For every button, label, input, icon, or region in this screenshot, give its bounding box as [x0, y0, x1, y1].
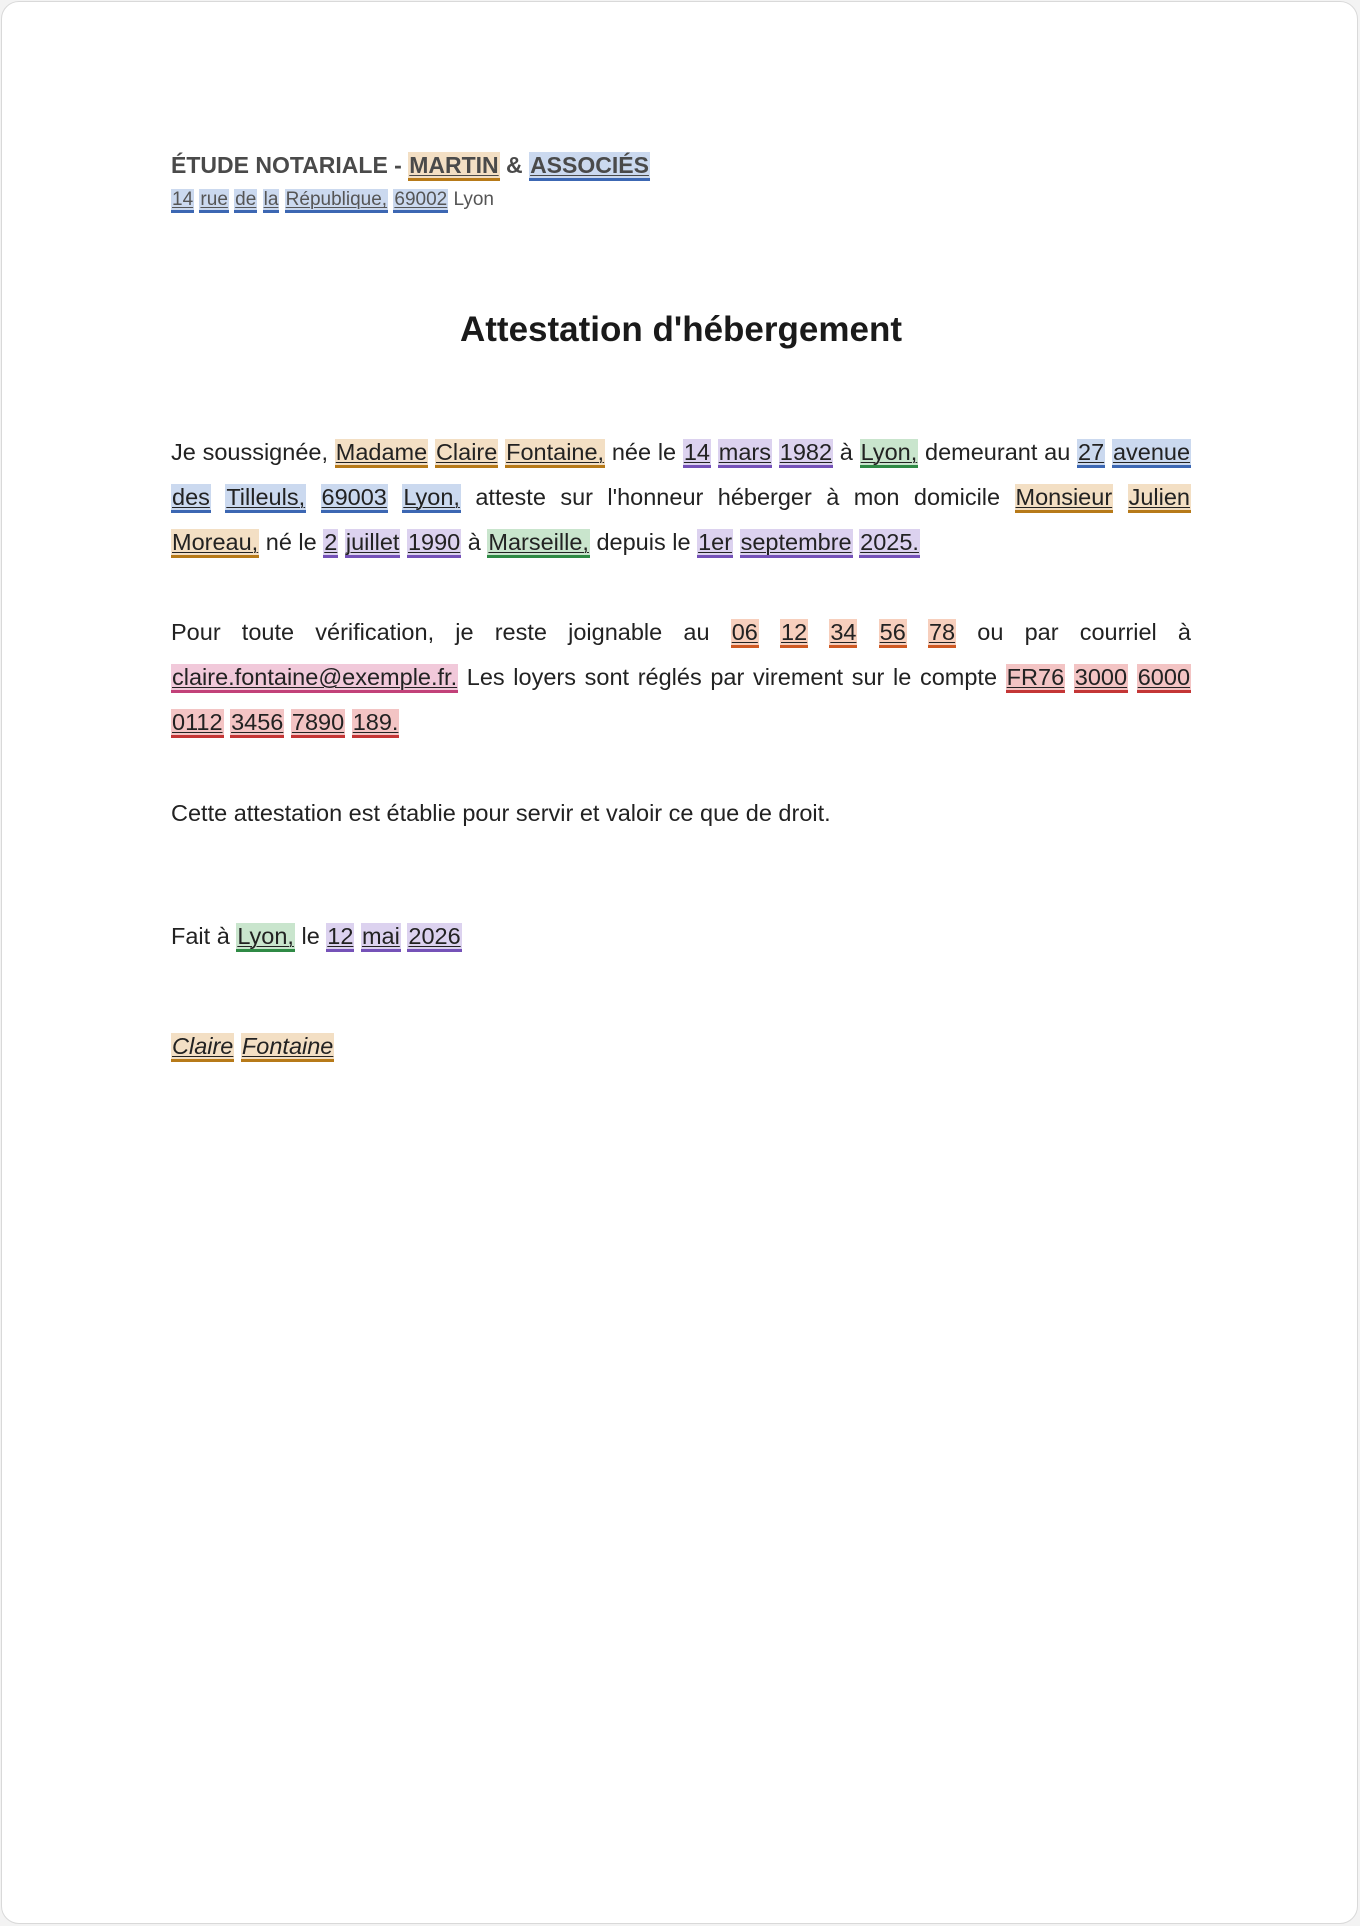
- paragraph-closing: Cette attestation est établie pour servir et valoir ce que de droit.: [171, 800, 831, 826]
- highlight-location: Lyon,: [860, 439, 919, 468]
- text-run: Je soussignée,: [171, 439, 335, 465]
- highlight-iban: 3000: [1074, 664, 1128, 693]
- text-run: à: [461, 529, 488, 555]
- highlight-person: Fontaine: [241, 1033, 334, 1062]
- highlight-phone: 78: [928, 619, 956, 648]
- highlight-date: 1er: [697, 529, 733, 558]
- signature: [171, 1024, 334, 1069]
- highlight-date: 2025.: [859, 529, 920, 558]
- org-prefix: ÉTUDE NOTARIALE -: [171, 152, 409, 178]
- highlight-address: 14: [171, 189, 194, 213]
- text-run: depuis le: [589, 529, 698, 555]
- highlight-person: Claire: [171, 1033, 234, 1062]
- highlight-address: la: [263, 189, 280, 213]
- org-ampersand: &: [499, 152, 530, 178]
- highlight-date: juillet: [345, 529, 401, 558]
- paragraph-contact: [171, 610, 1191, 745]
- highlight-person: Monsieur: [1015, 484, 1114, 513]
- highlight-location: Marseille,: [487, 529, 590, 558]
- highlight-date: 1982: [779, 439, 833, 468]
- highlight-date: 1990: [407, 529, 461, 558]
- org-name: [171, 150, 650, 180]
- highlight-address: des: [171, 484, 211, 513]
- text-run: née le: [605, 439, 683, 465]
- highlight-phone: 12: [780, 619, 808, 648]
- text-run: à: [833, 439, 860, 465]
- highlight-date: 12: [326, 923, 354, 952]
- document-title: Attestation d'hébergement: [460, 310, 902, 349]
- highlight-phone: 06: [731, 619, 759, 648]
- highlight-date: septembre: [740, 529, 853, 558]
- highlight-address: Lyon,: [402, 484, 461, 513]
- highlight-person: Claire: [435, 439, 498, 468]
- highlight-location: Lyon,: [236, 923, 295, 952]
- highlight-person: Fontaine,: [505, 439, 605, 468]
- highlight-address: 27: [1077, 439, 1105, 468]
- highlight-iban: 0112: [171, 709, 224, 738]
- highlight-address: 69003: [321, 484, 388, 513]
- highlight-person: MARTIN: [408, 152, 499, 181]
- highlight-iban: FR76: [1006, 664, 1065, 693]
- highlight-iban: 7890: [291, 709, 345, 738]
- text-run: atteste sur l'honneur héberger à mon domicile: [460, 484, 1015, 510]
- text-run: ou par courriel à: [956, 619, 1191, 645]
- highlight-address: ASSOCIÉS: [529, 152, 650, 181]
- highlight-person: Madame: [335, 439, 428, 468]
- text-run: Fait à: [171, 923, 237, 949]
- place-and-date: [171, 914, 462, 959]
- highlight-address: République,: [285, 189, 388, 213]
- org-address: [171, 187, 494, 213]
- highlight-date: mars: [718, 439, 772, 468]
- highlight-date: 14: [683, 439, 711, 468]
- text-run: né le: [259, 529, 324, 555]
- highlight-person: Julien: [1128, 484, 1191, 513]
- highlight-address: 69002: [393, 189, 448, 213]
- text-run: demeurant au: [918, 439, 1078, 465]
- highlight-iban: 3456: [230, 709, 284, 738]
- text-run: Pour toute vérification, je reste joignable au: [171, 619, 731, 645]
- paragraph-attestation: [171, 430, 1191, 565]
- highlight-address: de: [234, 189, 257, 213]
- org-city: Lyon: [448, 189, 494, 210]
- highlight-date: 2: [323, 529, 338, 558]
- highlight-iban: 189.: [352, 709, 400, 738]
- highlight-address: rue: [199, 189, 228, 213]
- highlight-address: Tilleuls,: [225, 484, 306, 513]
- text-run: Les loyers sont réglés par virement sur le compte: [458, 664, 1006, 690]
- highlight-person: Moreau,: [171, 529, 259, 558]
- highlight-date: 2026: [407, 923, 461, 952]
- highlight-phone: 34: [829, 619, 857, 648]
- highlight-iban: 6000: [1137, 664, 1191, 693]
- highlight-phone: 56: [879, 619, 907, 648]
- highlight-date: mai: [361, 923, 401, 952]
- highlight-email: claire.fontaine@exemple.fr.: [171, 664, 458, 693]
- text-run: le: [294, 923, 327, 949]
- highlight-address: avenue: [1112, 439, 1191, 468]
- document-page: [1, 1, 1358, 1924]
